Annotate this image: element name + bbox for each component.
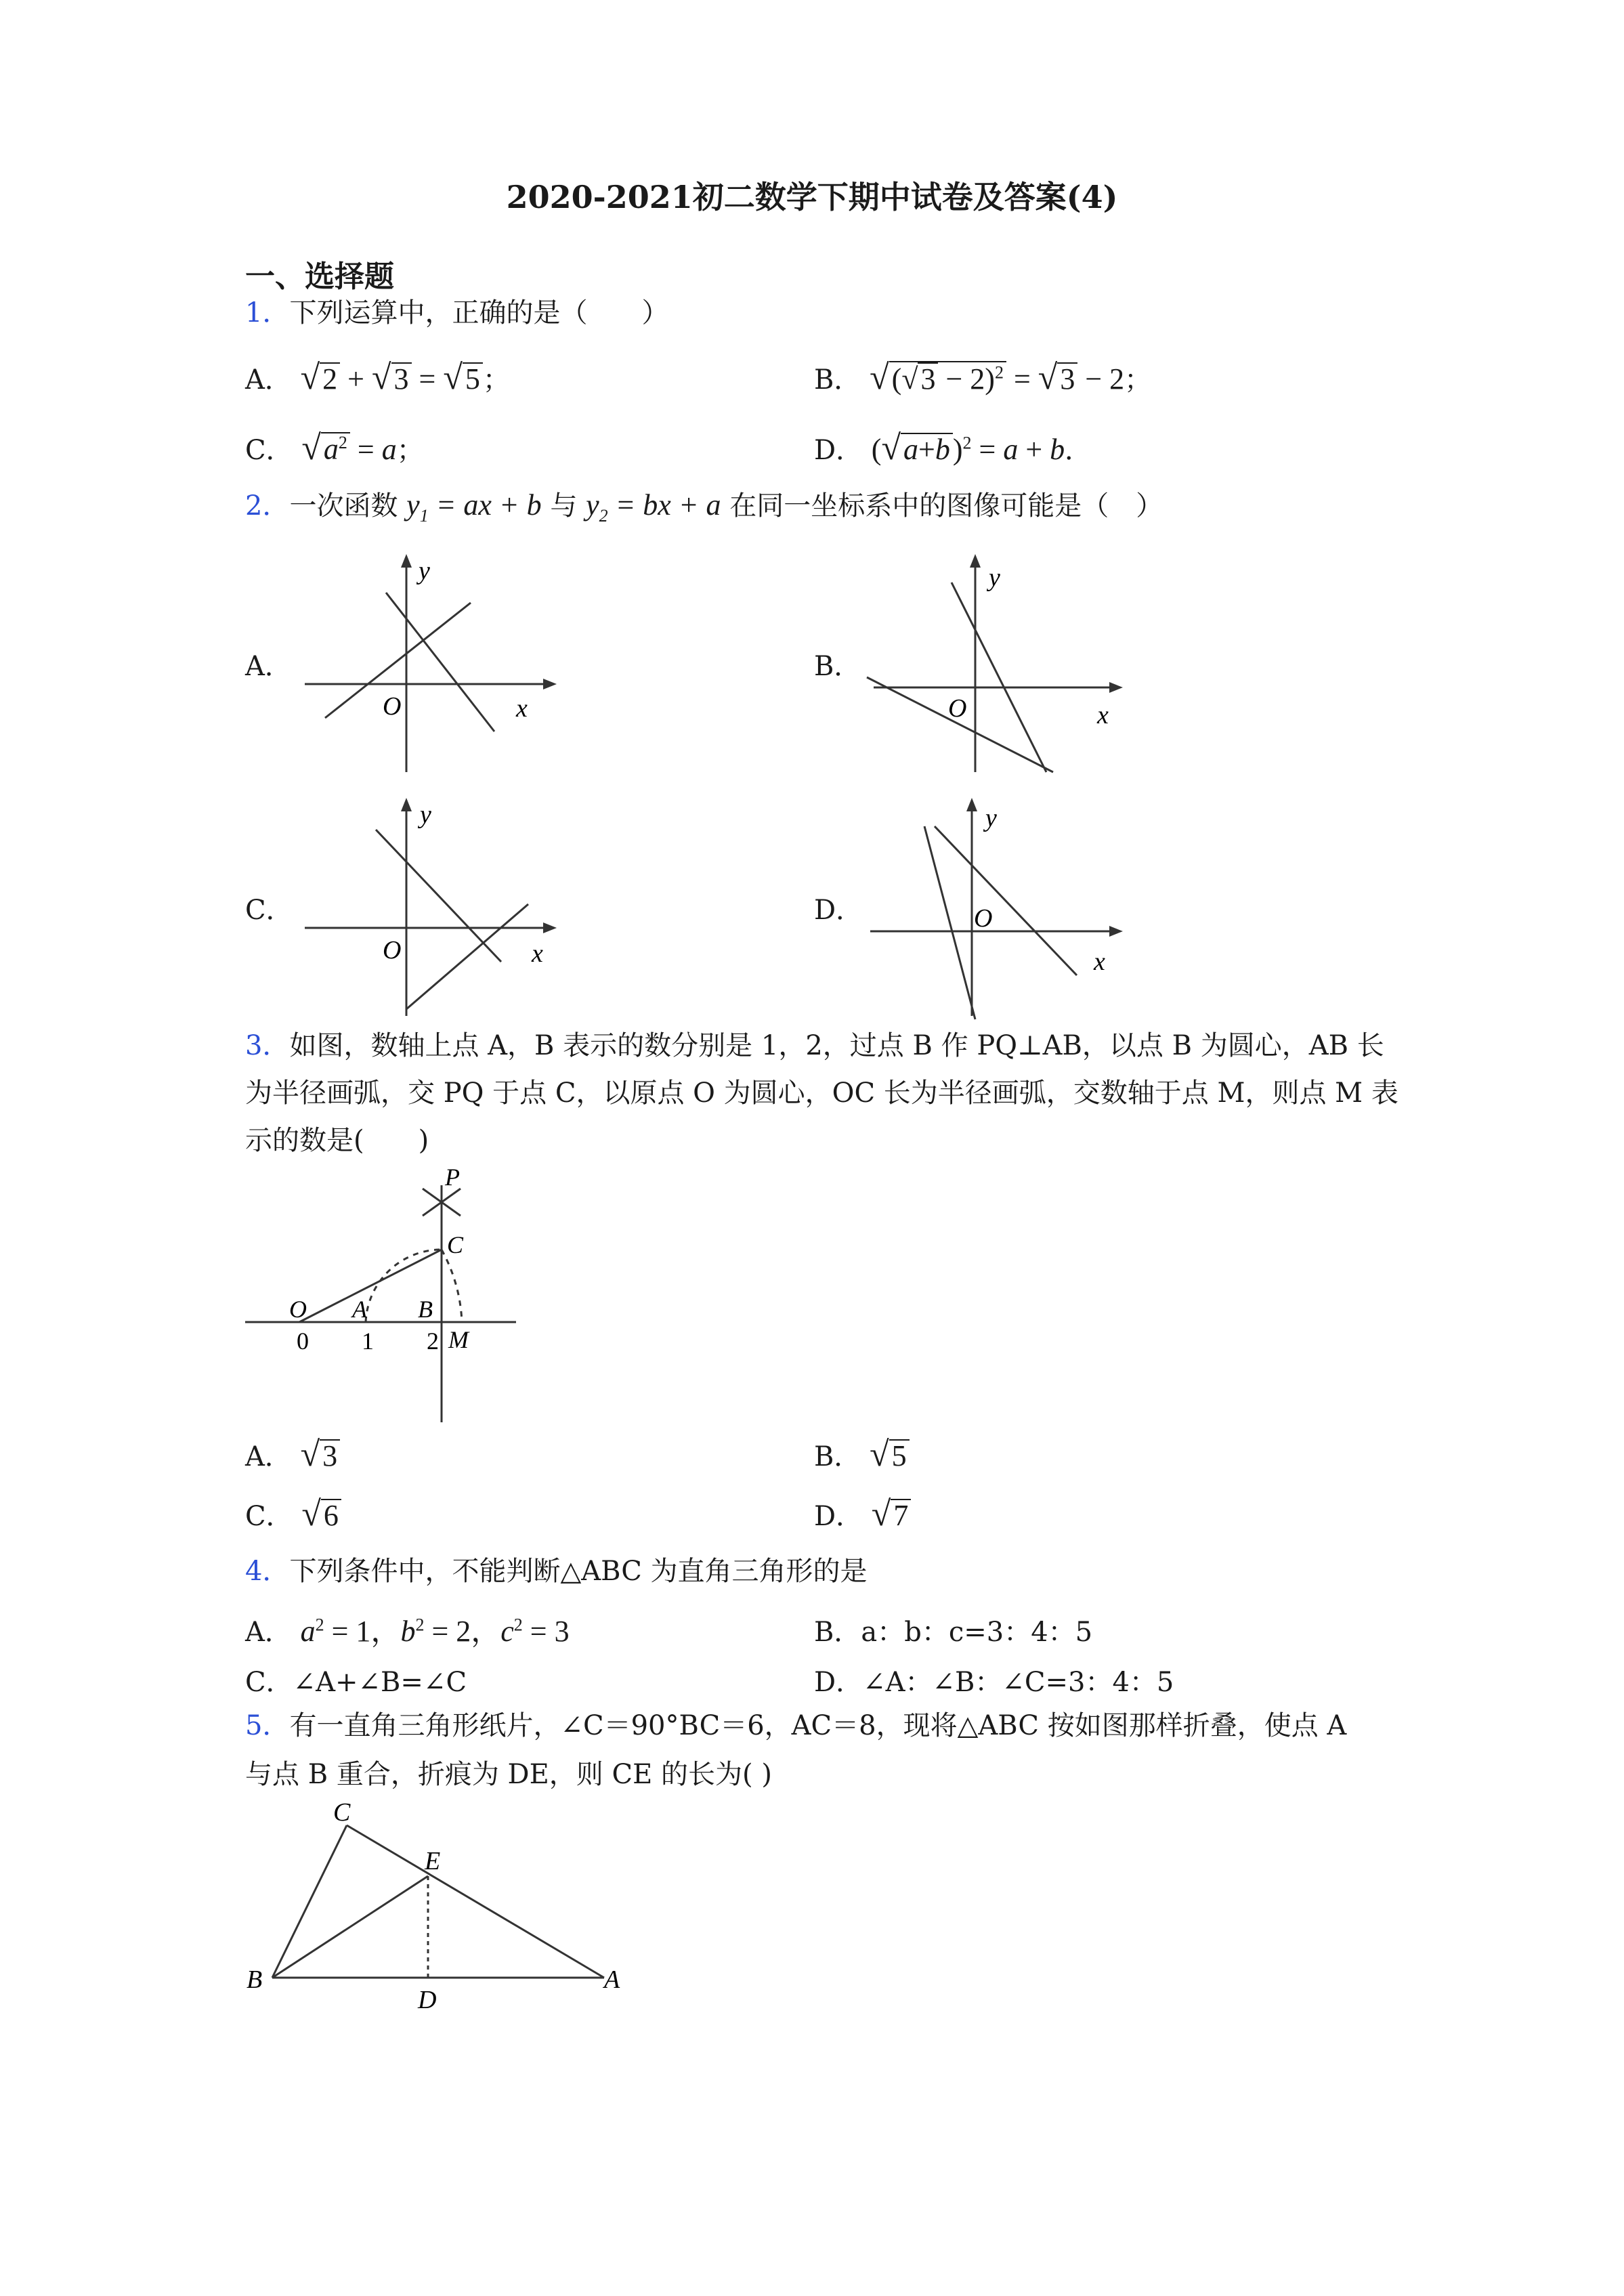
axis-label-y: y [419, 557, 430, 585]
option-label: A． [245, 1617, 292, 1648]
q3-option-b [814, 1434, 910, 1474]
option-formula: $(√a+b)^2 = a + b$ [871, 429, 1065, 467]
option-tail: ； [396, 435, 424, 466]
question-text: 一次函数 [289, 490, 398, 522]
axis-label-y: y [985, 804, 997, 832]
axis-label-x: x [532, 939, 543, 968]
side-ca [347, 1825, 604, 1978]
option-label: A． [245, 364, 292, 396]
q1-option-a [245, 358, 510, 398]
formula-y1: $y_1$ = ax + b [406, 488, 542, 526]
question-number: 4． [245, 1556, 290, 1587]
y-axis-arrow [970, 554, 981, 568]
tick-label: 2 [427, 1327, 439, 1355]
q5-triangle-figure [245, 1795, 624, 2018]
axis-label-x: x [516, 694, 528, 723]
x-axis-arrow [543, 679, 557, 689]
q4-option-a [245, 1607, 570, 1650]
point-label-a: A [352, 1296, 367, 1323]
axis-label-y: y [420, 801, 431, 829]
segment-be [272, 1876, 428, 1978]
axis-label-x: x [1097, 701, 1109, 729]
question-3 [245, 1029, 1384, 1062]
q2-graph-c [298, 792, 569, 1023]
q3-option-a [245, 1434, 340, 1474]
option-label: D． [814, 435, 863, 466]
option-label: B． [814, 1441, 861, 1472]
question-3-line2: 为半径画弧，交 PQ 于点 C，以原点 O 为圆心，OC 长为半径画弧，交数轴于点 M，则点 M 表 [245, 1078, 1398, 1109]
q4-option-c: C．∠A+∠B=∠C [245, 1667, 467, 1698]
question-number: 1． [245, 297, 290, 328]
question-text: 下列运算中，正确的是（ ） [289, 297, 669, 328]
q3-number-line-figure [245, 1165, 530, 1436]
question-1 [245, 297, 668, 329]
option-label: D． [814, 1501, 863, 1532]
section-heading: 一、选择题 [245, 259, 394, 294]
option-formula: √2 + √3 = √5 [301, 362, 483, 396]
option-label: A． [245, 1441, 292, 1472]
graph-line [386, 593, 494, 731]
point-label-b: B [418, 1296, 433, 1323]
point-label-e: E [425, 1847, 441, 1875]
graph-line [935, 826, 1077, 975]
y-axis-arrow [966, 798, 977, 811]
question-text: 下列条件中，不能判断△ABC 为直角三角形的是 [289, 1556, 868, 1587]
q4-option-d: D．∠A：∠B：∠C=3：4：5 [814, 1667, 1174, 1698]
axis-label-x: x [1094, 948, 1105, 976]
option-formula: $√a^2 = a$ [301, 429, 397, 467]
question-number: 2． [245, 490, 290, 522]
question-4 [245, 1555, 868, 1588]
point-label-p: P [445, 1165, 460, 1191]
q2-label-c: C． [245, 895, 293, 926]
question-5 [245, 1709, 1346, 1742]
point-label-o: O [289, 1296, 307, 1323]
origin-label: O [383, 936, 402, 964]
option-formula: $√(√3 - 2)^2 = √3 - 2$ [870, 358, 1125, 397]
arc-oc [442, 1250, 462, 1322]
question-3-line3: 示的数是( ) [245, 1125, 429, 1156]
y-axis-arrow [401, 798, 412, 811]
point-label-c: C [447, 1231, 464, 1258]
point-label-d: D [418, 1986, 437, 2014]
option-label: B． [814, 364, 861, 396]
point-label-c: C [333, 1798, 351, 1827]
tick-label: 0 [297, 1327, 309, 1355]
option-tail: ． [1065, 435, 1092, 466]
q2-label-d: D． [814, 895, 863, 926]
option-formula: √7 [872, 1499, 912, 1532]
q2-label-a: A． [245, 651, 292, 682]
side-bc [272, 1825, 347, 1978]
q3-option-c [245, 1494, 341, 1534]
question-text: 有一直角三角形纸片，∠C＝90°BC＝6，AC＝8，现将△ABC 按如图那样折叠，使点 A [289, 1710, 1347, 1741]
point-label-m: M [448, 1326, 469, 1353]
question-number: 5． [245, 1710, 290, 1741]
origin-label: O [974, 904, 993, 933]
q1-option-d [814, 428, 1092, 468]
x-axis-arrow [1109, 926, 1123, 937]
q2-label-b: B． [814, 651, 861, 682]
tick-label: 1 [362, 1327, 374, 1355]
option-tail: ； [1124, 364, 1152, 396]
option-label: C． [245, 435, 293, 466]
origin-label: O [948, 694, 967, 723]
question-text: 与 [550, 490, 578, 522]
option-formula: √3 [301, 1439, 341, 1472]
question-text: 如图，数轴上点 A，B 表示的数分别是 1，2，过点 B 作 PQ⊥AB，以点 B 为圆心，AB 长 [289, 1030, 1384, 1061]
q2-graph-b [860, 549, 1131, 779]
option-tail: ； [482, 364, 510, 396]
q1-option-c [245, 428, 424, 468]
axis-label-y: y [989, 564, 1000, 592]
option-formula: √5 [870, 1439, 910, 1472]
q2-graph-d [860, 792, 1131, 1023]
x-axis-arrow [543, 922, 557, 933]
y-axis-arrow [401, 554, 412, 568]
page-title: 2020-2021初二数学下期中试卷及答案(4) [506, 179, 1118, 215]
question-number: 3． [245, 1030, 290, 1061]
q3-option-d [814, 1494, 911, 1534]
q1-option-b [814, 358, 1151, 398]
graph-line [924, 826, 975, 1019]
q2-graph-a [298, 549, 569, 779]
formula-y2: $y_2$ = bx + a [586, 488, 721, 526]
point-label-b: B [247, 1965, 263, 1994]
option-formula: $a^2 = 1$，$b^2 = 2$，$c^2 = 3$ [300, 1615, 570, 1648]
option-label: C． [245, 1501, 293, 1532]
graph-line [867, 677, 1053, 772]
question-5-line2: 与点 B 重合，折痕为 DE，则 CE 的长为( ) [245, 1759, 772, 1790]
question-2 [245, 488, 1163, 526]
q4-option-b: B．a：b：c=3：4：5 [814, 1617, 1093, 1648]
question-text: 在同一坐标系中的图像可能是（ ） [729, 490, 1163, 522]
x-axis-arrow [1109, 682, 1123, 693]
origin-label: O [383, 692, 402, 721]
option-formula: √6 [301, 1499, 341, 1532]
point-label-a: A [604, 1965, 620, 1994]
graph-line [406, 904, 528, 1009]
